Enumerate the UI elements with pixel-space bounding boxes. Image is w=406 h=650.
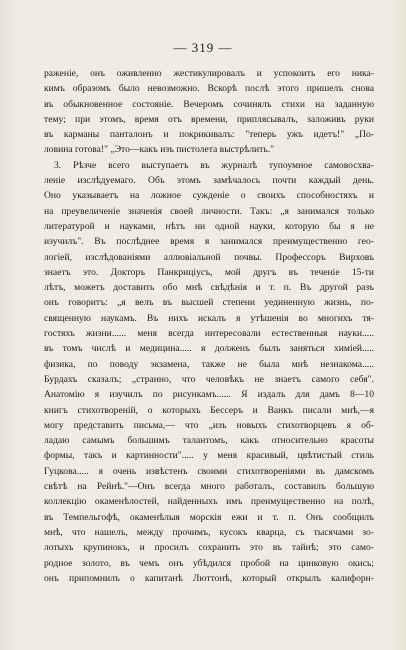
text-line: родное золото, въ чемъ онъ убѣдился пробой на цинковую окись; [44, 557, 374, 569]
text-line: знаетъ это. Докторъ Панкриціусъ, мой другъ въ теченіе 15-ти [44, 266, 374, 278]
page-number: — 319 — [173, 40, 233, 55]
text-line: леніе изслѣдуемаго. Объ этомъ замѣчалось почти каждый день. [44, 175, 374, 187]
text-line: въ Темпельгофѣ, окаменѣлыя морскія ежи и т. п. Онъ сообщилъ [44, 511, 374, 523]
text-line: кимъ образомъ было невозможно. Вскорѣ послѣ этого пришелъ снова [44, 83, 374, 95]
text-line: 3. Рѣзче всего выступаетъ въ журналѣ тупоумное самовосхва- [54, 159, 374, 171]
text-line: литературой и науками, нѣтъ ни одной науки, которую бы я не [44, 220, 374, 232]
text-line: Гуцкова..... я очень извѣстенъ своими стихотвореніями въ дамскомъ [44, 465, 374, 477]
text-line: въ обыкновенное состояніе. Вечеромъ сочинялъ стихи на заданную [44, 98, 374, 110]
text-line: лотыхъ крупинокъ, и просилъ сохранить это въ тайнѣ; это само- [44, 542, 374, 554]
text-line: на преувеличеніе значенія своей личности. Такъ: „я занимался только [44, 205, 374, 217]
text-line: логіей, изслѣдованіями аллювіальной почвы. Профессоръ Вирховъ [44, 251, 374, 263]
text-line: онъ припомнилъ о капитанѣ Люттонѣ, который открылъ калифорн- [44, 572, 374, 584]
text-line: въ карманы панталонъ и покрикивалъ: "теперь ужъ идетъ!" „По- [44, 129, 374, 141]
text-line: физика, по поводу экзамена, также не была мнѣ незнакома..... [44, 358, 374, 370]
text-line: ладаю самымъ большимъ талантомъ, какъ относительно красоты [44, 435, 374, 447]
text-line: гостяхъ жизни...... меня всегда интересовали естественныя науки..... [44, 328, 374, 340]
text-line: лѣтъ, можетъ доставить обо мнѣ свѣдѣнія и т. п. Въ другой разъ [44, 282, 374, 294]
text-line: свѣтѣ на Рейнѣ."—Онъ всегда много работалъ, составилъ большую [44, 481, 374, 493]
text-line: Бурдахъ сказалъ; „странно, что человѣкъ не знаетъ самого себя". [44, 373, 374, 385]
text-line: тему; при этомъ, время отъ времени, приплясывалъ, заложивъ руки [44, 113, 374, 125]
text-line: ловина готова!" „Это—какъ изъ пистолета выстрѣлить." [44, 144, 275, 156]
text-line: коллекцію окаменѣлостей, найденныхъ имъ преимущественно на полѣ, [44, 496, 374, 508]
text-line: формы, такъ и картинности"..... у меня красивый, цвѣтистый стиль [44, 450, 374, 462]
text-line: Оно указываетъ на ложное сужденіе о своихъ способностяхъ и [44, 190, 374, 202]
text-line: въ томъ числѣ и медицина..... я долженъ былъ заняться химіей..... [44, 343, 374, 355]
text-line: книгъ стихотвореній, о которыхъ Бессеръ и Ванкъ писали мнѣ,—я [44, 404, 374, 416]
text-line: Анатомію я изучилъ по рисункамъ...... Я издалъ для дамъ 8—10 [44, 389, 374, 401]
text-line: онъ говоритъ: „я велъ въ высшей степени уединенную жизнь, по- [44, 297, 374, 309]
text-line: изучилъ". Въ послѣднее время я занимался преимущественно гео- [44, 236, 374, 248]
body-text [44, 66, 374, 586]
text-line: раженіе, онъ оживленно жестикулировалъ и успокоить его ника- [44, 68, 374, 79]
text-line: могу представить письма,— что „изъ новыхъ стихотворцевъ я об- [44, 419, 374, 431]
text-line: священную наукамъ. Въ нихъ искалъ я утѣшенія во многихъ тя- [44, 312, 374, 324]
text-line: мнѣ, что нашелъ, между прочимъ, кусокъ кварца, съ тысячами зо- [44, 526, 374, 538]
